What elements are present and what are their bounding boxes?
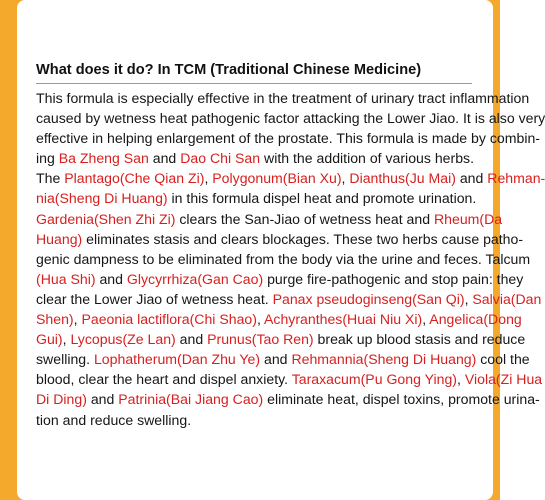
- text-run: and: [86, 391, 119, 408]
- herb-name: Lycopus(Ze Lan): [70, 331, 176, 348]
- text-run: and: [148, 150, 181, 167]
- paragraph-line: [36, 269, 524, 289]
- paragraph-line: [36, 369, 543, 389]
- herb-name: Dianthus(Ju Mai): [349, 170, 456, 187]
- paragraph-line: [36, 289, 542, 309]
- paragraph-line: [36, 309, 522, 329]
- paragraph-line: [36, 168, 545, 188]
- text-run: eliminate heat, dispel toxins, promote urina-: [263, 391, 540, 408]
- section-heading: What does it do? In TCM (Traditional Chinese Medicine): [36, 62, 422, 78]
- herb-name: Paeonia lactiflora(Chi Shao): [81, 311, 257, 328]
- herb-name: Angelica(Dong: [429, 311, 522, 328]
- herb-name: Taraxacum(Pu Gong Ying): [291, 371, 457, 388]
- text-run: and: [175, 331, 208, 348]
- text-run: ,: [204, 170, 213, 187]
- text-run: clear the Lower Jiao of wetness heat.: [36, 290, 273, 307]
- herb-name: Dao Chi San: [180, 150, 261, 167]
- text-run: caused by wetness heat pathogenic factor attacking the Lower Jiao. It is also very: [36, 110, 545, 127]
- herb-name: Rehmannia(Sheng Di Huang): [291, 351, 477, 368]
- heading-divider: [36, 83, 472, 84]
- herb-name: Salvia(Dan: [472, 290, 542, 307]
- paragraph-line: [36, 128, 540, 148]
- paragraph-line: [36, 148, 476, 168]
- paragraph-line: [36, 410, 476, 430]
- herb-name: Di Ding): [36, 391, 87, 408]
- paragraph-line: [36, 209, 503, 229]
- text-run: effective in helping enlargement of the prostate. This formula is made by combin-: [36, 130, 540, 147]
- herb-name: Gui): [36, 331, 63, 348]
- text-run: eliminates stasis and clears blockages. These two herbs cause patho-: [82, 230, 524, 247]
- text-run: purge fire-pathogenic and stop pain: they: [263, 270, 524, 287]
- herb-name: nia(Sheng Di Huang): [36, 190, 168, 207]
- text-run: ,: [456, 371, 465, 388]
- text-run: and: [260, 351, 292, 368]
- text-run: and: [455, 170, 488, 187]
- herb-name: Patrinia(Bai Jiang Cao): [118, 391, 264, 408]
- text-run: and: [95, 270, 127, 287]
- description-paragraph: [36, 88, 545, 430]
- text-run: tion and reduce swelling.: [36, 411, 192, 428]
- text-run: The: [36, 170, 65, 187]
- herb-name: Ba Zheng San: [58, 150, 149, 167]
- text-run: ,: [256, 311, 264, 328]
- herb-name: Huang): [36, 230, 83, 247]
- paragraph-line: [36, 249, 531, 269]
- text-run: clears the San-Jiao of wetness heat and: [175, 210, 434, 227]
- herb-name: Glycyrrhiza(Gan Cao): [126, 270, 264, 287]
- paragraph-line: [36, 349, 530, 369]
- herb-name: Gardenia(Shen Zhi Zi): [36, 210, 176, 227]
- text-run: in this formula dispel heat and promote urination.: [167, 190, 477, 207]
- herb-name: Prunus(Tao Ren): [207, 331, 314, 348]
- text-run: ,: [422, 311, 430, 328]
- text-run: break up blood stasis and reduce: [313, 331, 526, 348]
- text-run: ,: [62, 331, 71, 348]
- herb-name: Shen): [36, 311, 74, 328]
- text-run: ,: [73, 311, 82, 328]
- herb-name: Panax pseudoginseng(San Qi): [272, 290, 465, 307]
- herb-name: Rheum(Da: [433, 210, 503, 227]
- paragraph-line: [36, 88, 530, 108]
- herb-name: Polygonum(Bian Xu): [212, 170, 342, 187]
- paragraph-line: [36, 108, 545, 128]
- herb-name: Rehman-: [487, 170, 545, 187]
- text-run: ing: [36, 150, 59, 167]
- paragraph-line: [36, 389, 540, 409]
- herb-name: Plantago(Che Qian Zi): [64, 170, 205, 187]
- text-run: blood, clear the heart and dispel anxiety.: [36, 371, 292, 388]
- text-run: ,: [464, 290, 473, 307]
- paragraph-line: [36, 188, 476, 208]
- text-run: ,: [341, 170, 350, 187]
- herb-name: Viola(Zi Hua: [464, 371, 543, 388]
- paragraph-line: [36, 229, 524, 249]
- herb-name: Lophatherum(Dan Zhu Ye): [93, 351, 261, 368]
- text-run: swelling.: [36, 351, 94, 368]
- text-run: cool the: [476, 351, 530, 368]
- paragraph-line: [36, 329, 526, 349]
- herb-name: (Hua Shi): [36, 270, 96, 287]
- herb-name: Achyranthes(Huai Niu Xi): [264, 311, 423, 328]
- text-run: with the addition of various herbs.: [260, 150, 475, 167]
- text-run: This formula is especially effective in the treatment of urinary tract inflammation: [36, 90, 530, 106]
- text-run: genic dampness to be eliminated from the body via the urine and feces. Talcum: [36, 250, 531, 267]
